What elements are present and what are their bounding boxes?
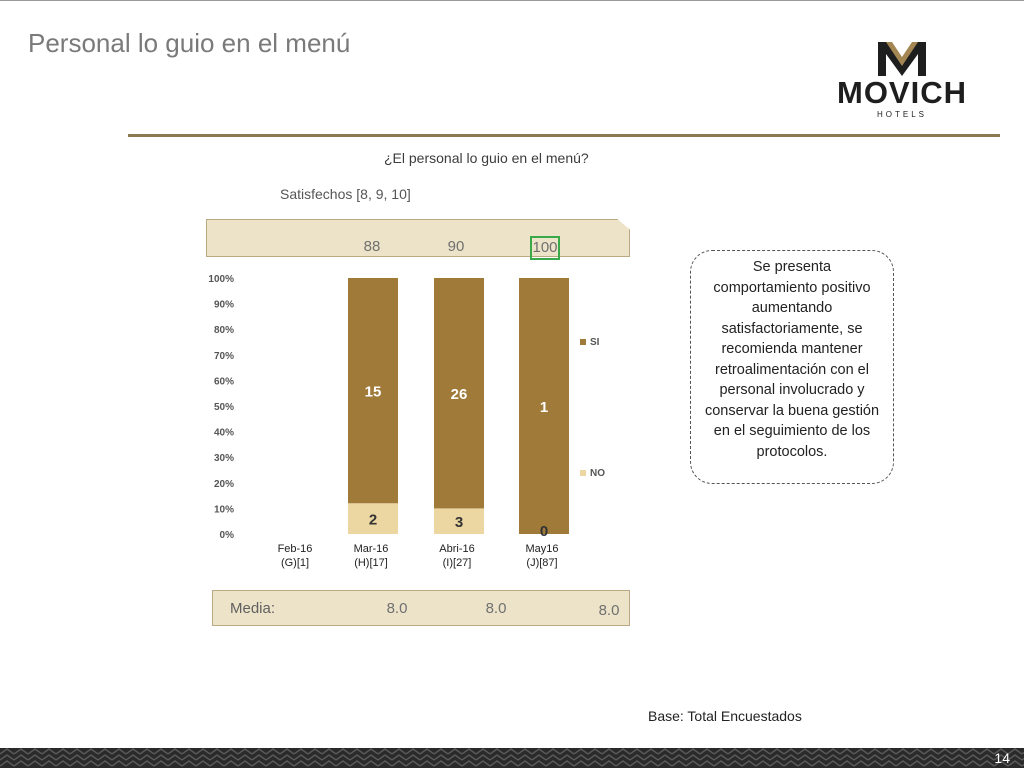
- slide-title: Personal lo guio en el menú: [28, 28, 351, 58]
- movich-logo-mark-icon: [876, 38, 928, 78]
- legend-swatch: [580, 470, 586, 476]
- y-tick-label: 50%: [213, 402, 234, 413]
- insight-note: Se presenta comportamiento positivo aumentando satisfactoriamente, se recomienda mantener retroalimentación con el personal involucrado y conservar la buena gestión en el seguimiento de los protocolos.: [690, 250, 894, 484]
- y-tick-label: 80%: [213, 325, 234, 337]
- x-tick-label: (J)[87]: [526, 557, 558, 569]
- satisfied-band: [206, 219, 630, 257]
- y-tick-label: 90%: [213, 299, 234, 311]
- x-tick-label: Abri-16: [439, 543, 475, 555]
- y-tick-label: 10%: [213, 504, 234, 516]
- movich-logo: [816, 38, 988, 122]
- satisfied-value-abr: 90: [447, 238, 465, 255]
- legend-label: NO: [590, 468, 605, 479]
- satisfied-value-mar: 88: [363, 238, 381, 255]
- logo-subtitle: HOTELS: [876, 110, 927, 119]
- x-tick-label: (G)[1]: [280, 557, 310, 569]
- y-tick-label: 30%: [213, 453, 234, 465]
- x-tick-label: Feb-16: [277, 543, 313, 555]
- media-label: Media:: [230, 600, 276, 617]
- bar-no-label: 0: [539, 523, 549, 540]
- y-tick-label: 0%: [219, 530, 234, 541]
- x-tick-label: (H)[17]: [354, 557, 388, 569]
- y-tick-label: 60%: [213, 376, 234, 388]
- footer-pattern: [0, 748, 1024, 768]
- chart-question: ¿El personal lo guio en el menú?: [384, 150, 589, 166]
- satisfied-value-may: 100: [530, 236, 560, 260]
- media-value-mar: 8.0: [386, 600, 408, 617]
- y-tick-label: 100%: [208, 274, 234, 285]
- base-note: Base: Total Encuestados: [648, 708, 802, 724]
- bar-si-label: 1: [539, 399, 549, 416]
- legend-label: SI: [590, 337, 600, 348]
- bar-si-label: 26: [450, 386, 468, 404]
- legend-swatch: [580, 339, 586, 345]
- y-tick-label: 70%: [213, 350, 234, 362]
- media-value-may: 8.0: [598, 602, 620, 619]
- header-divider: [128, 134, 1000, 137]
- y-tick-label: 40%: [213, 427, 234, 439]
- bar-no-label: 2: [368, 511, 378, 529]
- bar-si-label: 15: [364, 383, 382, 401]
- x-tick-label: Mar-16: [353, 543, 389, 555]
- top-rule: [0, 0, 1024, 1]
- page-number: 14: [994, 750, 1010, 766]
- x-tick-label: May16: [525, 543, 559, 555]
- media-value-abr: 8.0: [485, 600, 507, 617]
- satisfied-label: Satisfechos [8, 9, 10]: [280, 186, 411, 202]
- y-tick-label: 20%: [213, 478, 234, 490]
- bar-no-label: 3: [454, 514, 464, 532]
- logo-name: MOVICH: [837, 75, 967, 110]
- x-tick-label: (I)[27]: [442, 557, 472, 569]
- stacked-bar-chart: [200, 262, 630, 582]
